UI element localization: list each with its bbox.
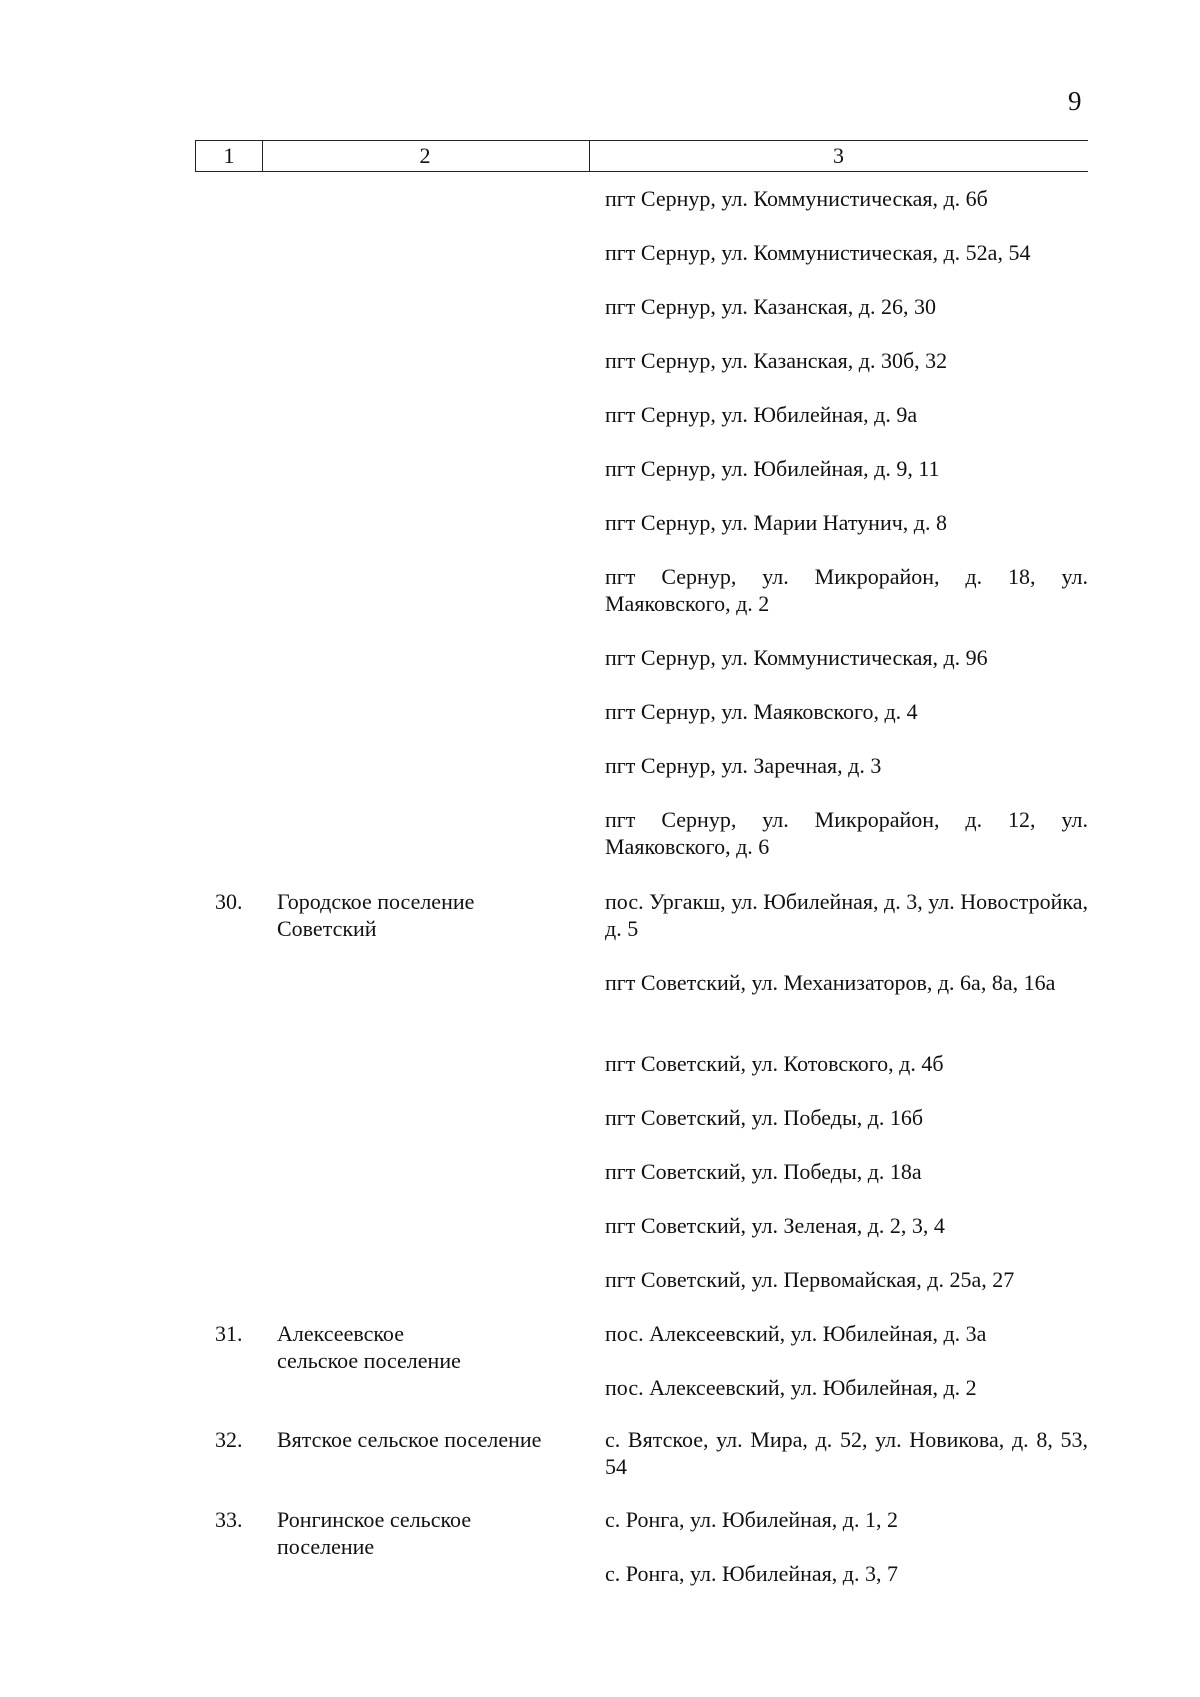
address-entry: пгт Сернур, ул. Микрорайон, д. 18, ул. Маяковского, д. 2 (605, 564, 1088, 616)
address-entry: пгт Советский, ул. Победы, д. 16б (605, 1105, 924, 1130)
row-number: 32. (215, 1427, 243, 1452)
settlement-name: Городское поселение Советский (277, 889, 475, 941)
address-entry: пгт Сернур, ул. Заречная, д. 3 (605, 753, 882, 778)
address-entry: пгт Сернур, ул. Коммунистическая, д. 52а, 54 (605, 240, 1031, 265)
address-entry: с. Ронга, ул. Юбилейная, д. 1, 2 (605, 1507, 898, 1532)
address-entry: пгт Советский, ул. Механизаторов, д. 6а, 8а, 16а (605, 970, 1056, 995)
row-number: 33. (215, 1507, 243, 1532)
address-entry: с. Ронга, ул. Юбилейная, д. 3, 7 (605, 1561, 898, 1586)
address-entry: пгт Сернур, ул. Казанская, д. 26, 30 (605, 294, 936, 319)
address-entry: с. Вятское, ул. Мира, д. 52, ул. Новикова, д. 8, 53, 54 (605, 1427, 1088, 1479)
settlement-name: Вятское сельское поселение (277, 1427, 542, 1452)
settlement-name: Алексеевское сельское поселение (277, 1321, 461, 1373)
header-col-3: 3 (833, 143, 844, 168)
page-number: 9 (1068, 86, 1082, 116)
row-number: 30. (215, 889, 243, 914)
address-entry: пгт Советский, ул. Зеленая, д. 2, 3, 4 (605, 1213, 945, 1238)
address-entry: пгт Советский, ул. Победы, д. 18а (605, 1159, 922, 1184)
row-number: 31. (215, 1321, 243, 1346)
address-entry: пос. Алексеевский, ул. Юбилейная, д. 3а (605, 1321, 987, 1346)
address-entry: пгт Сернур, ул. Юбилейная, д. 9а (605, 402, 918, 427)
header-col-2: 2 (261, 141, 590, 171)
table-header (195, 140, 1088, 172)
address-entry: пгт Советский, ул. Первомайская, д. 25а, 27 (605, 1267, 1015, 1292)
address-entry: пгт Сернур, ул. Маяковского, д. 4 (605, 699, 918, 724)
address-entry: пгт Сернур, ул. Казанская, д. 30б, 32 (605, 348, 948, 373)
address-entry: пгт Сернур, ул. Марии Натунич, д. 8 (605, 510, 947, 535)
address-entry: пос. Ургакш, ул. Юбилейная, д. 3, ул. Новостройка, д. 5 (605, 889, 1088, 941)
address-entry: пгт Сернур, ул. Коммунистическая, д. 6б (605, 186, 988, 211)
address-entry: пгт Сернур, ул. Микрорайон, д. 12, ул. Маяковского, д. 6 (605, 807, 1088, 859)
address-entry: пгт Сернур, ул. Юбилейная, д. 9, 11 (605, 456, 940, 481)
address-entry: пос. Алексеевский, ул. Юбилейная, д. 2 (605, 1375, 977, 1400)
address-entry: пгт Советский, ул. Котовского, д. 4б (605, 1051, 944, 1076)
settlement-name: Ронгинское сельское поселение (277, 1507, 472, 1559)
address-entry: пгт Сернур, ул. Коммунистическая, д. 96 (605, 645, 988, 670)
header-col-1: 1 (195, 141, 263, 171)
